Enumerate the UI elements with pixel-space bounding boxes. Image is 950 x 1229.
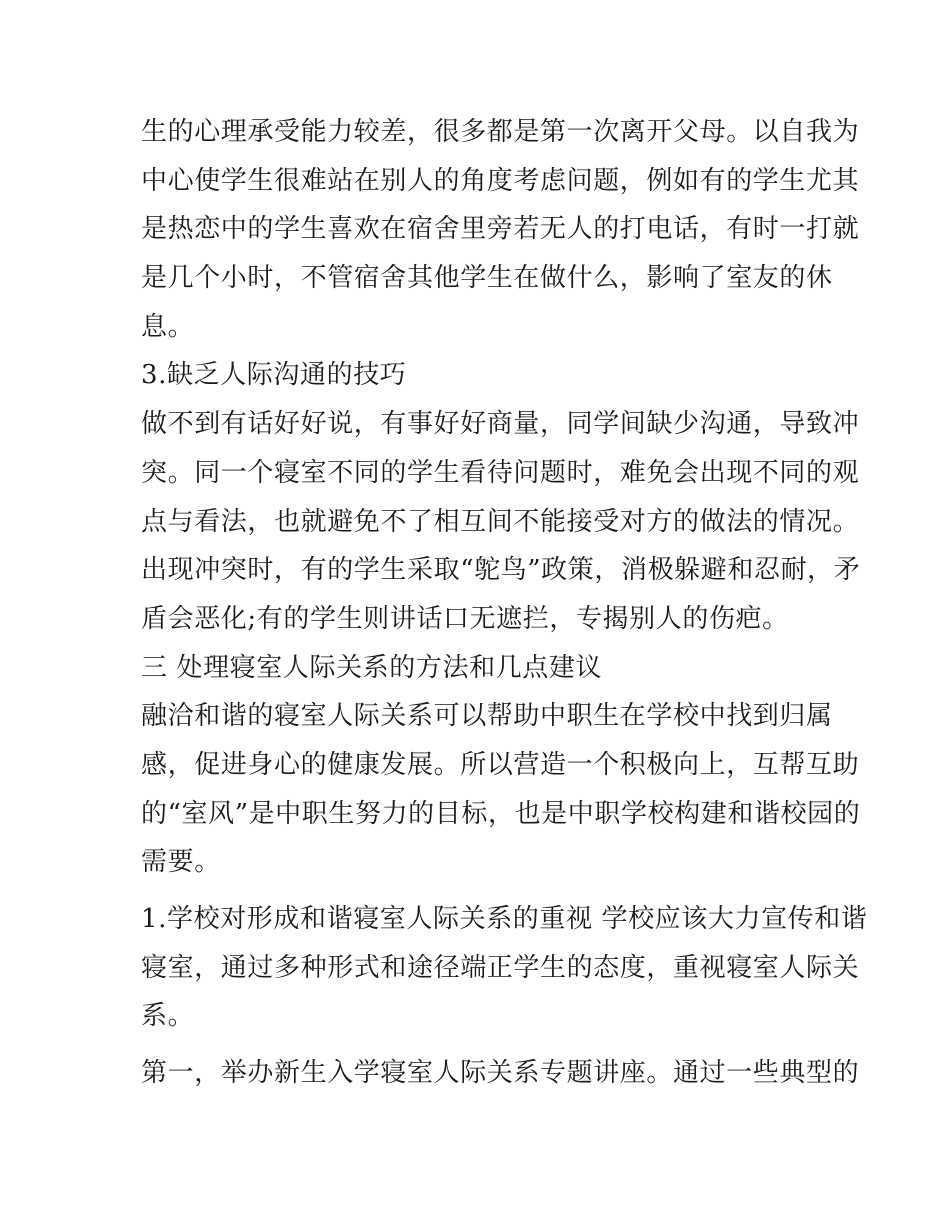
text-line: 突。同一个寝室不同的学生看待问题时，难免会出现不同的观 [141, 457, 860, 488]
text-line: 生的心理承受能力较差，很多都是第一次离开父母。以自我为 [141, 117, 860, 147]
text-line: 息。 [141, 311, 195, 342]
paragraph-1 [141, 108, 860, 351]
heading-line: 三 处理寝室人际关系的方法和几点建议 [141, 652, 603, 683]
paragraph-gap [141, 1041, 821, 1049]
text-line: 寝室，通过多种形式和途径端正学生的态度，重视寝室人际关 [141, 952, 860, 983]
text-line: 点与看法，也就避免不了相互间不能接受对方的做法的情况。 [141, 506, 860, 537]
paragraph-4 [141, 895, 868, 1041]
paragraph-3 [141, 692, 861, 887]
text-line: 系。 [141, 1001, 195, 1032]
text-line: 第一，举办新生入学寝室人际关系专题讲座。通过一些典型的 [141, 1058, 860, 1089]
text-line: 是热恋中的学生喜欢在宿舍里旁若无人的打电话，有时一打就 [141, 214, 860, 245]
text-line: 做不到有话好好说，有事好好商量，同学间缺少沟通，导致冲 [141, 409, 860, 440]
text-line: 出现冲突时，有的学生采取“鸵鸟”政策，消极躲避和忍耐，矛 [141, 555, 861, 586]
text-line: 的“室风”是中职生努力的目标，也是中职学校构建和谐校园的 [141, 798, 861, 829]
section-heading-3 [141, 351, 821, 400]
text-line: 需要。 [141, 847, 221, 878]
text-line: 1.学校对形成和谐寝室人际关系的重视 学校应该大力宣传和谐 [141, 904, 868, 934]
paragraph-gap [141, 887, 821, 895]
text-line: 中心使学生很难站在别人的角度考虑问题，例如有的学生尤其 [141, 165, 860, 196]
paragraph-5 [141, 1049, 860, 1098]
text-line: 是几个小时，不管宿舍其他学生在做什么，影响了室友的休 [141, 263, 833, 294]
document-page [141, 108, 868, 1098]
paragraph-2 [141, 400, 861, 643]
text-line: 感，促进身心的健康发展。所以营造一个积极向上，互帮互助 [141, 749, 860, 780]
text-line: 融洽和谐的寝室人际关系可以帮助中职生在学校中找到归属 [141, 701, 833, 732]
text-line: 盾会恶化;有的学生则讲话口无遮拦，专揭别人的伤疤。 [141, 603, 789, 634]
heading-line: 3.缺乏人际沟通的技巧 [141, 360, 407, 391]
section-heading-three [141, 644, 821, 693]
